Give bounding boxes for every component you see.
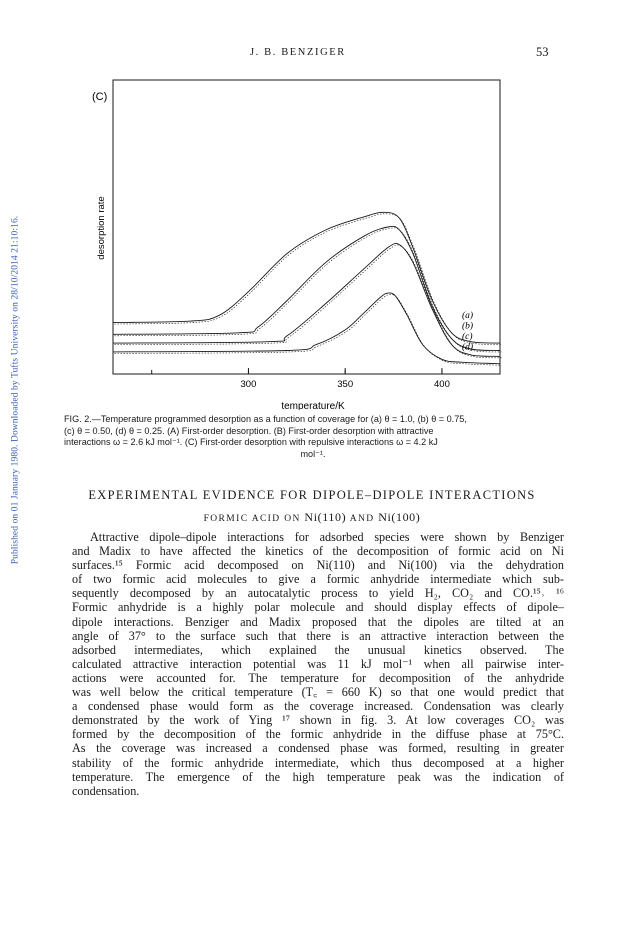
body-line: surfaces.¹⁵ Formic acid decomposed on Ni(110) and Ni(100) via the dehydration [72,558,564,573]
series-label-d: (d) [462,342,474,353]
subheading-prefix: FORMIC ACID ON [203,514,301,524]
body-line: of two formic acid molecules to give a formic anhydride intermediate which sub- [72,572,564,587]
y-axis-label: desorption rate [96,196,107,260]
body-line: temperature. The emergence of the high temperature peak was the indication of [72,769,564,784]
running-head: J. B. BENZIGER [250,47,346,58]
body-line: demonstrated by the work of Ying ¹⁷ shown in fig. 3. At low coverages CO₂ was [72,713,564,728]
section-subheading [60,510,564,525]
body-line: a condensed phase would form as the coverage increased. Condensation was clearly [72,699,564,714]
series-line-a [113,212,500,343]
subheading-surface-a: Ni(110) [304,510,347,524]
x-tick-label: 400 [434,379,450,390]
body-line: angle of 37° to the surface such that there is an attractive interaction between the [72,628,564,643]
series-label-c: (c) [462,332,473,342]
body-line: dipole interactions. Benziger and Madix proposed that the dipoles are tilted at an [72,614,564,629]
page-number: 53 [536,45,549,59]
body-line: formed by the decomposition of the formic anhydride in the diffuse phase at 75°C. [72,727,564,742]
body-paragraph [72,530,564,798]
plot-frame [113,80,500,374]
series-shadow-b [115,228,502,352]
x-tick-label: 300 [240,379,257,390]
figure-caption [64,414,562,460]
caption-line: FIG. 2.—Temperature programmed desorption as a function of coverage for (a) θ = 1.0, (b) θ = 0.75, [64,414,467,424]
section-heading: EXPERIMENTAL EVIDENCE FOR DIPOLE–DIPOLE INTERACTIONS [88,488,536,502]
download-notice-text: Published on 01 January 1980. Downloaded by Tufts University on 28/10/2014 21:10:16. [10,215,20,565]
body-line: and Madix to have affected the kinetics of the decomposition of formic acid on Ni [72,544,564,559]
series-label-b: (b) [462,321,474,332]
series-shadow-c [115,245,502,358]
caption-line: interactions ω = 2.6 kJ mol⁻¹. (C) First-order desorption with repulsive interactions ω = 4.2 kJ [64,437,438,448]
body-line: calculated attractive interaction potential was 11 kJ mol⁻¹ when all pairwise inter- [72,656,564,671]
body-line: Formic anhydride is a highly polar molecule and should display effects of dipole– [72,600,564,615]
body-line: was well below the critical temperature (T꜀ = 660 K) so that one would predict that [72,685,564,700]
subheading-and: AND [349,514,375,524]
body-line: stability of the formic anhydride intermediate, which thus decomposed at a higher [72,755,564,770]
x-axis-label: temperature/K [281,401,345,410]
body-line: adsorbed intermediates, which explained the unusual kinetics observed. The [72,642,564,657]
body-line: Attractive dipole–dipole interactions for adsorbed species were shown by Benziger [90,530,564,544]
panel-label: (C) [92,91,108,103]
x-tick-label: 350 [337,379,354,390]
series-label-a: (a) [462,311,474,321]
caption-line: (c) θ = 0.50, (d) θ = 0.25. (A) First-order desorption. (B) First-order desorption with attractive [64,425,434,436]
subheading-surface-b: Ni(100) [378,510,421,524]
figure-2-chart [0,0,624,410]
series-line-c [113,243,500,356]
body-line: actions were accounted for. The temperature for decomposition of the anhydride [72,670,564,685]
body-line: sequently decomposed by an autocatalytic process to yield H₂, CO₂ and CO.¹⁵˒ ¹⁶ [72,586,564,601]
caption-line: mol⁻¹. [300,448,326,459]
series-shadow-d [115,294,502,365]
body-line: As the coverage was increased a condensed phase was formed, resulting in greater [72,741,564,756]
series-line-b [113,226,500,350]
body-line: condensation. [72,783,140,798]
